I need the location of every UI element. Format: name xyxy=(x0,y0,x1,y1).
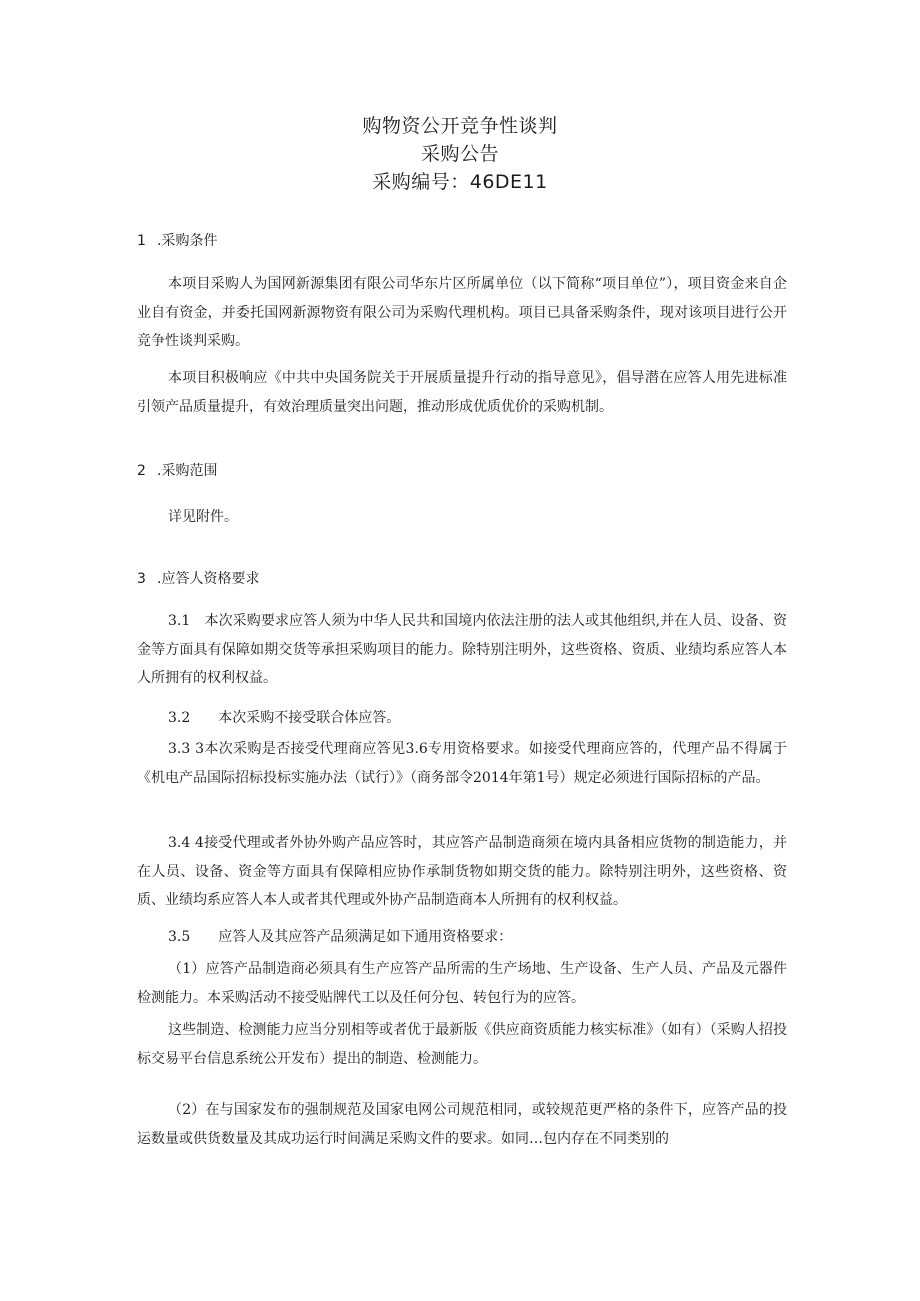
title-line-1: 购物资公开竞争性谈判 xyxy=(362,115,558,137)
clause-3-5: 3.5 应答人及其应答产品须满足如下通用资格要求： xyxy=(168,929,513,945)
clause-3-5-item-1: （1）应答产品制造商必须具有生产应答产品所需的生产场地、生产设备、生产人员、产品及元器件检测能力。本采购活动不接受贴牌代工以及任何分包、转包行为的应答。 xyxy=(137,961,787,1006)
paragraph: 详见附件。 xyxy=(168,509,238,525)
section-heading-1 xyxy=(137,230,217,250)
section-title: .采购范围 xyxy=(157,463,218,479)
clause-3-5-item-2: （2）在与国家发布的强制规范及国家电网公司规范相同，或较规范更严格的条件下，应答产品的投运数量或供货数量及其成功运行时间满足采购文件的要求。如同…包内存在不同类别的 xyxy=(137,1102,787,1147)
section-number: 2 xyxy=(137,463,146,479)
section-number: 3 xyxy=(137,571,146,587)
paragraph: 本项目采购人为国网新源集团有限公司华东片区所属单位（以下简称“项目单位”），项目资金来自企业自有资金，并委托国网新源物资有限公司为采购代理机构。项目已具备采购条件，现对该项目进行公开竞争性谈判采购。 xyxy=(137,276,787,349)
title-line-2: 采购公告 xyxy=(420,143,499,165)
clause-3-2: 3.2 本次采购不接受联合体应答。 xyxy=(168,710,401,726)
section-title: .应答人资格要求 xyxy=(157,571,260,587)
document-title xyxy=(0,112,920,196)
section-number: 1 xyxy=(137,233,146,249)
procurement-number: 采购编号：46DE11 xyxy=(372,171,548,193)
clause-3-1: 3.1 本次采购要求应答人须为中华人民共和国境内依法注册的法人或其他组织,并在人员、设备、资金等方面具有保障如期交货等承担采购项目的能力。除特别注明外，这些资格、资质、业绩均系应答人本人所拥有的权利权益。 xyxy=(137,613,787,686)
paragraph: 本项目积极响应《中共中央国务院关于开展质量提升行动的指导意见》，倡导潜在应答人用先进标准引领产品质量提升，有效治理质量突出问题，推动形成优质优价的采购机制。 xyxy=(137,370,787,415)
section-heading-2 xyxy=(137,460,217,480)
clause-3-4: 3.4 4接受代理或者外协外购产品应答时，其应答产品制造商须在境内具备相应货物的制造能力，并在人员、设备、资金等方面具有保障相应协作承制货物如期交货的能力。除特别注明外，这些资格、资质、业绩均系应答人本人或者其代理或外协产品制造商本人所拥有的权利权益。 xyxy=(137,835,787,908)
clause-3-5-item-1-note: 这些制造、检测能力应当分别相等或者优于最新版《供应商资质能力核实标准》（如有）（采购人招投标交易平台信息系统公开发布）提出的制造、检测能力。 xyxy=(137,1022,787,1067)
clause-3-3: 3.3 3本次采购是否接受代理商应答见3.6专用资格要求。如接受代理商应答的，代理产品不得属于《机电产品国际招标投标实施办法（试行）》（商务部令2014年第1号）规定必须进行国际招标的产品。 xyxy=(137,741,787,786)
section-title: .采购条件 xyxy=(157,233,218,249)
section-heading-3 xyxy=(137,568,259,588)
